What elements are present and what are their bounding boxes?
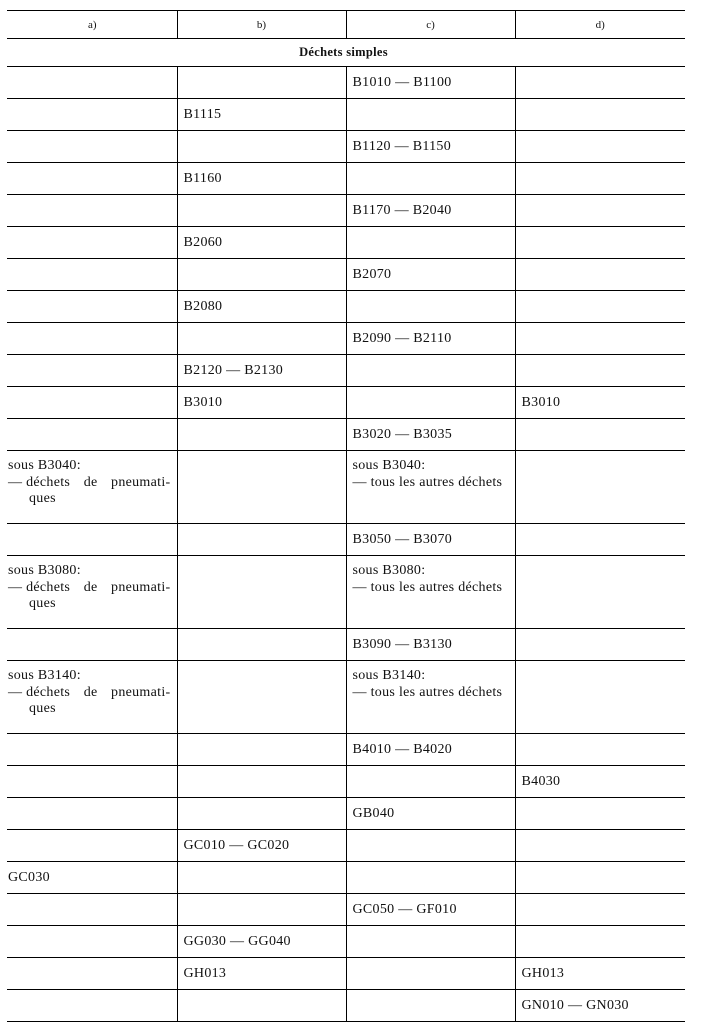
section-row bbox=[7, 39, 685, 67]
sub-heading: sous B3080: bbox=[352, 563, 426, 578]
cell-d bbox=[515, 926, 685, 958]
cell-d bbox=[515, 195, 685, 227]
sub-line: — tous les autres déchets bbox=[352, 579, 503, 595]
cell-d bbox=[515, 894, 685, 926]
sub-word: — déchets bbox=[8, 474, 71, 490]
cell-c: GC050 — GF010 bbox=[346, 894, 515, 926]
table-row bbox=[7, 926, 685, 958]
column-header-c: c) bbox=[346, 11, 515, 39]
cell-c: B4010 — B4020 bbox=[346, 734, 515, 766]
cell-a bbox=[7, 926, 177, 958]
table-row bbox=[7, 798, 685, 830]
table-row bbox=[7, 355, 685, 387]
cell-b bbox=[177, 734, 346, 766]
cell-b bbox=[177, 419, 346, 451]
table-row bbox=[7, 894, 685, 926]
sub-line: — tous les autres déchets bbox=[352, 684, 503, 700]
cell-a bbox=[7, 958, 177, 990]
sub-word-end: ques bbox=[29, 596, 56, 611]
cell-c bbox=[346, 163, 515, 195]
cell-d: B3010 bbox=[515, 387, 685, 419]
cell-c bbox=[346, 958, 515, 990]
cell-b bbox=[177, 259, 346, 291]
cell-d bbox=[515, 661, 685, 734]
sub-word: de bbox=[83, 579, 98, 595]
cell-c: GB040 bbox=[346, 798, 515, 830]
sub-heading: sous B3140: bbox=[352, 668, 426, 683]
cell-a bbox=[7, 227, 177, 259]
cell-b bbox=[177, 323, 346, 355]
cell-c bbox=[346, 291, 515, 323]
column-header-d: d) bbox=[515, 11, 685, 39]
cell-b bbox=[177, 862, 346, 894]
cell-b bbox=[177, 451, 346, 524]
table-row bbox=[7, 131, 685, 163]
cell-b bbox=[177, 894, 346, 926]
cell-a bbox=[7, 323, 177, 355]
table-row bbox=[7, 734, 685, 766]
table-row bbox=[7, 862, 685, 894]
cell-c: B1170 — B2040 bbox=[346, 195, 515, 227]
table-row bbox=[7, 766, 685, 798]
cell-b: GG030 — GG040 bbox=[177, 926, 346, 958]
sub-word: — déchets bbox=[8, 684, 71, 700]
cell-b: B3010 bbox=[177, 387, 346, 419]
cell-d bbox=[515, 798, 685, 830]
waste-code-table bbox=[7, 10, 685, 1022]
cell-d bbox=[515, 862, 685, 894]
cell-c: B3050 — B3070 bbox=[346, 524, 515, 556]
section-title: Déchets simples bbox=[7, 39, 685, 67]
cell-a bbox=[7, 990, 177, 1022]
cell-b: B2060 bbox=[177, 227, 346, 259]
cell-b bbox=[177, 990, 346, 1022]
cell-d bbox=[515, 830, 685, 862]
cell-a bbox=[7, 798, 177, 830]
cell-a bbox=[7, 419, 177, 451]
cell-c bbox=[346, 766, 515, 798]
table-row bbox=[7, 958, 685, 990]
table-row bbox=[7, 259, 685, 291]
cell-c bbox=[346, 99, 515, 131]
sub-line: — tous les autres déchets bbox=[352, 474, 503, 490]
cell-c bbox=[346, 387, 515, 419]
cell-b bbox=[177, 629, 346, 661]
cell-d bbox=[515, 131, 685, 163]
table-row bbox=[7, 830, 685, 862]
cell-c bbox=[346, 661, 515, 734]
cell-c bbox=[346, 990, 515, 1022]
table-row bbox=[7, 323, 685, 355]
sub-heading: sous B3040: bbox=[352, 458, 426, 473]
table-row bbox=[7, 291, 685, 323]
table-row-sub-b3140 bbox=[7, 661, 685, 734]
cell-a bbox=[7, 524, 177, 556]
table-row bbox=[7, 195, 685, 227]
cell-a bbox=[7, 894, 177, 926]
column-header-b: b) bbox=[177, 11, 346, 39]
table-row bbox=[7, 163, 685, 195]
cell-b bbox=[177, 524, 346, 556]
cell-a bbox=[7, 67, 177, 99]
cell-b: GH013 bbox=[177, 958, 346, 990]
cell-a: GC030 bbox=[7, 862, 177, 894]
sub-line bbox=[8, 475, 171, 492]
table-row bbox=[7, 629, 685, 661]
cell-a bbox=[7, 291, 177, 323]
cell-c bbox=[346, 451, 515, 524]
cell-d bbox=[515, 556, 685, 629]
cell-d: B4030 bbox=[515, 766, 685, 798]
cell-c: B2090 — B2110 bbox=[346, 323, 515, 355]
cell-d bbox=[515, 291, 685, 323]
table-row bbox=[7, 67, 685, 99]
sub-word: pneumati- bbox=[111, 474, 171, 490]
cell-c bbox=[346, 556, 515, 629]
sub-word: pneumati- bbox=[111, 579, 171, 595]
cell-b bbox=[177, 556, 346, 629]
table-row bbox=[7, 227, 685, 259]
cell-c: B2070 bbox=[346, 259, 515, 291]
cell-d bbox=[515, 419, 685, 451]
cell-a bbox=[7, 163, 177, 195]
cell-d bbox=[515, 163, 685, 195]
cell-b bbox=[177, 67, 346, 99]
cell-d bbox=[515, 524, 685, 556]
cell-c bbox=[346, 355, 515, 387]
cell-a bbox=[7, 387, 177, 419]
cell-b bbox=[177, 195, 346, 227]
cell-b: B1115 bbox=[177, 99, 346, 131]
cell-c: B3020 — B3035 bbox=[346, 419, 515, 451]
sub-heading: sous B3040: bbox=[8, 458, 81, 473]
cell-d bbox=[515, 227, 685, 259]
header-row bbox=[7, 11, 685, 39]
table-row bbox=[7, 387, 685, 419]
cell-b: GC010 — GC020 bbox=[177, 830, 346, 862]
sub-line bbox=[8, 580, 171, 597]
cell-a bbox=[7, 629, 177, 661]
cell-a bbox=[7, 734, 177, 766]
cell-d bbox=[515, 323, 685, 355]
sub-word: — déchets bbox=[8, 579, 71, 595]
table-row bbox=[7, 99, 685, 131]
table-row-sub-b3040 bbox=[7, 451, 685, 524]
column-header-a: a) bbox=[7, 11, 177, 39]
sub-word: de bbox=[83, 474, 98, 490]
cell-d bbox=[515, 99, 685, 131]
sub-heading: sous B3140: bbox=[8, 668, 81, 683]
cell-d bbox=[515, 451, 685, 524]
cell-c: B1010 — B1100 bbox=[346, 67, 515, 99]
sub-word-end: ques bbox=[29, 491, 56, 506]
table-row bbox=[7, 990, 685, 1022]
cell-a bbox=[7, 259, 177, 291]
cell-b: B2120 — B2130 bbox=[177, 355, 346, 387]
sub-word: de bbox=[83, 684, 98, 700]
cell-c: B3090 — B3130 bbox=[346, 629, 515, 661]
sub-line bbox=[8, 685, 171, 702]
cell-a bbox=[7, 661, 177, 734]
cell-c bbox=[346, 926, 515, 958]
cell-d: GN010 — GN030 bbox=[515, 990, 685, 1022]
cell-d: GH013 bbox=[515, 958, 685, 990]
cell-a bbox=[7, 766, 177, 798]
table-row bbox=[7, 524, 685, 556]
cell-b bbox=[177, 661, 346, 734]
cell-b bbox=[177, 766, 346, 798]
cell-d bbox=[515, 355, 685, 387]
cell-d bbox=[515, 629, 685, 661]
sub-heading: sous B3080: bbox=[8, 563, 81, 578]
cell-d bbox=[515, 734, 685, 766]
cell-c: B1120 — B1150 bbox=[346, 131, 515, 163]
table-row bbox=[7, 419, 685, 451]
cell-a bbox=[7, 195, 177, 227]
cell-a bbox=[7, 99, 177, 131]
cell-b: B2080 bbox=[177, 291, 346, 323]
cell-d bbox=[515, 67, 685, 99]
cell-a bbox=[7, 355, 177, 387]
cell-a bbox=[7, 131, 177, 163]
table-row-sub-b3080 bbox=[7, 556, 685, 629]
cell-b: B1160 bbox=[177, 163, 346, 195]
cell-b bbox=[177, 131, 346, 163]
cell-a bbox=[7, 556, 177, 629]
cell-a bbox=[7, 830, 177, 862]
cell-d bbox=[515, 259, 685, 291]
cell-c bbox=[346, 830, 515, 862]
cell-c bbox=[346, 862, 515, 894]
sub-word-end: ques bbox=[29, 701, 56, 716]
cell-a bbox=[7, 451, 177, 524]
cell-b bbox=[177, 798, 346, 830]
cell-c bbox=[346, 227, 515, 259]
sub-word: pneumati- bbox=[111, 684, 171, 700]
